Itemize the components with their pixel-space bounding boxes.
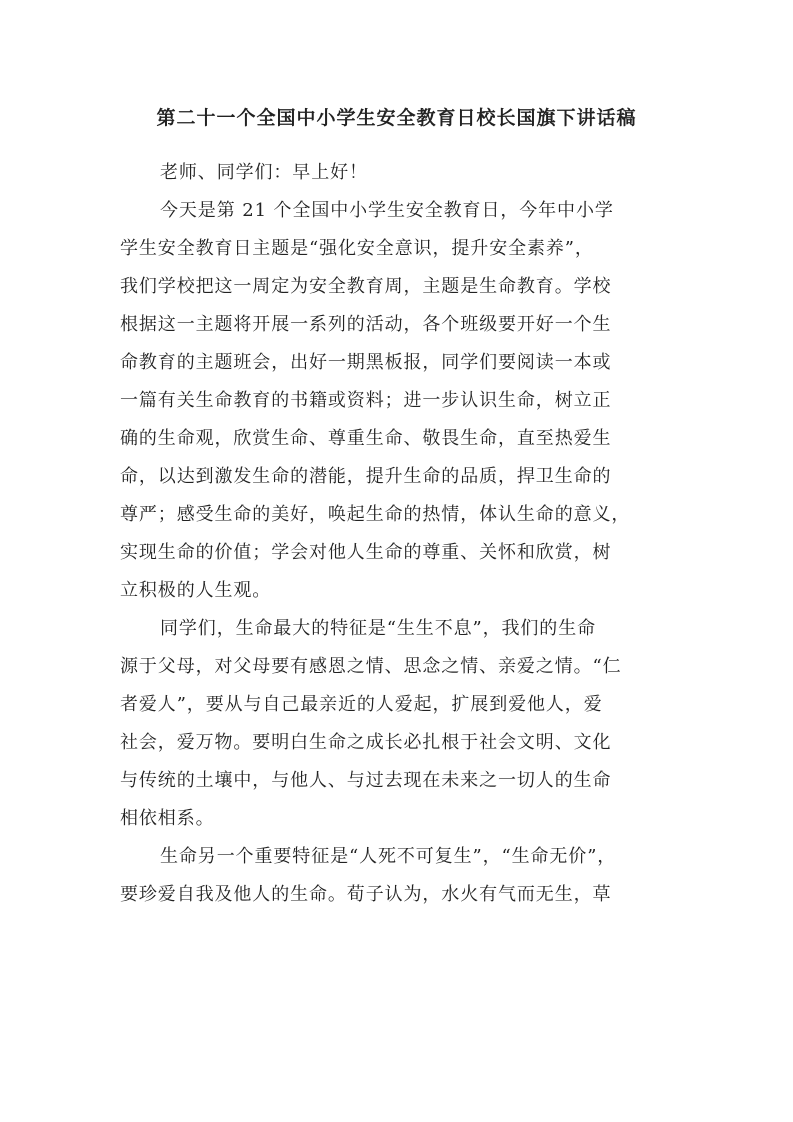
paragraph-line: 学生安全教育日主题是“强化安全意识，提升安全素养”， [120, 238, 594, 259]
paragraph-2 [120, 610, 680, 838]
paragraph-line: 今天是第 21 个全国中小学生安全教育日，今年中小学 [160, 200, 614, 221]
paragraph-line: 根据这一主题将开展一系列的活动，各个班级要开好一个生 [120, 314, 612, 335]
paragraph-1 [120, 192, 680, 610]
paragraph-line: 命，以达到激发生命的潜能，提升生命的品质，捍卫生命的 [120, 466, 612, 487]
paragraph-line: 实现生命的价值；学会对他人生命的尊重、关怀和欣赏，树 [120, 542, 612, 563]
paragraph-line: 相依相系。 [120, 808, 215, 829]
greeting-line: 老师、同学们：早上好！ [160, 162, 368, 183]
greeting-paragraph [120, 154, 680, 192]
paragraph-line: 我们学校把这一周定为安全教育周，主题是生命教育。学校 [120, 276, 612, 297]
paragraph-line: 确的生命观，欣赏生命、尊重生命、敬畏生命，直至热爱生 [120, 428, 612, 449]
paragraph-line: 源于父母，对父母要有感恩之情、思念之情、亲爱之情。“仁 [120, 656, 622, 677]
paragraph-line: 生命另一个重要特征是“人死不可复生”，“生命无价”， [160, 846, 617, 867]
paragraph-line: 社会，爱万物。要明白生命之成长必扎根于社会文明、文化 [120, 732, 612, 753]
paragraph-line: 要珍爱自我及他人的生命。荀子认为，水火有气而无生，草 [120, 884, 612, 905]
paragraph-line: 立积极的人生观。 [120, 580, 272, 601]
paragraph-line: 同学们，生命最大的特征是“生生不息”，我们的生命 [160, 618, 597, 639]
document-body [120, 154, 680, 914]
paragraph-line: 尊严；感受生命的美好，唤起生命的热情，体认生命的意义， [120, 504, 631, 525]
paragraph-line: 命教育的主题班会，出好一期黑板报，同学们要阅读一本或 [120, 352, 612, 373]
paragraph-line: 者爱人”，要从与自己最亲近的人爱起，扩展到爱他人，爱 [120, 694, 603, 715]
paragraph-line: 与传统的土壤中，与他人、与过去现在未来之一切人的生命 [120, 770, 612, 791]
paragraph-3 [120, 838, 680, 914]
document-title: 第二十一个全国中小学生安全教育日校长国旗下讲话稿 [156, 107, 637, 129]
paragraph-line: 一篇有关生命教育的书籍或资料；进一步认识生命，树立正 [120, 390, 612, 411]
